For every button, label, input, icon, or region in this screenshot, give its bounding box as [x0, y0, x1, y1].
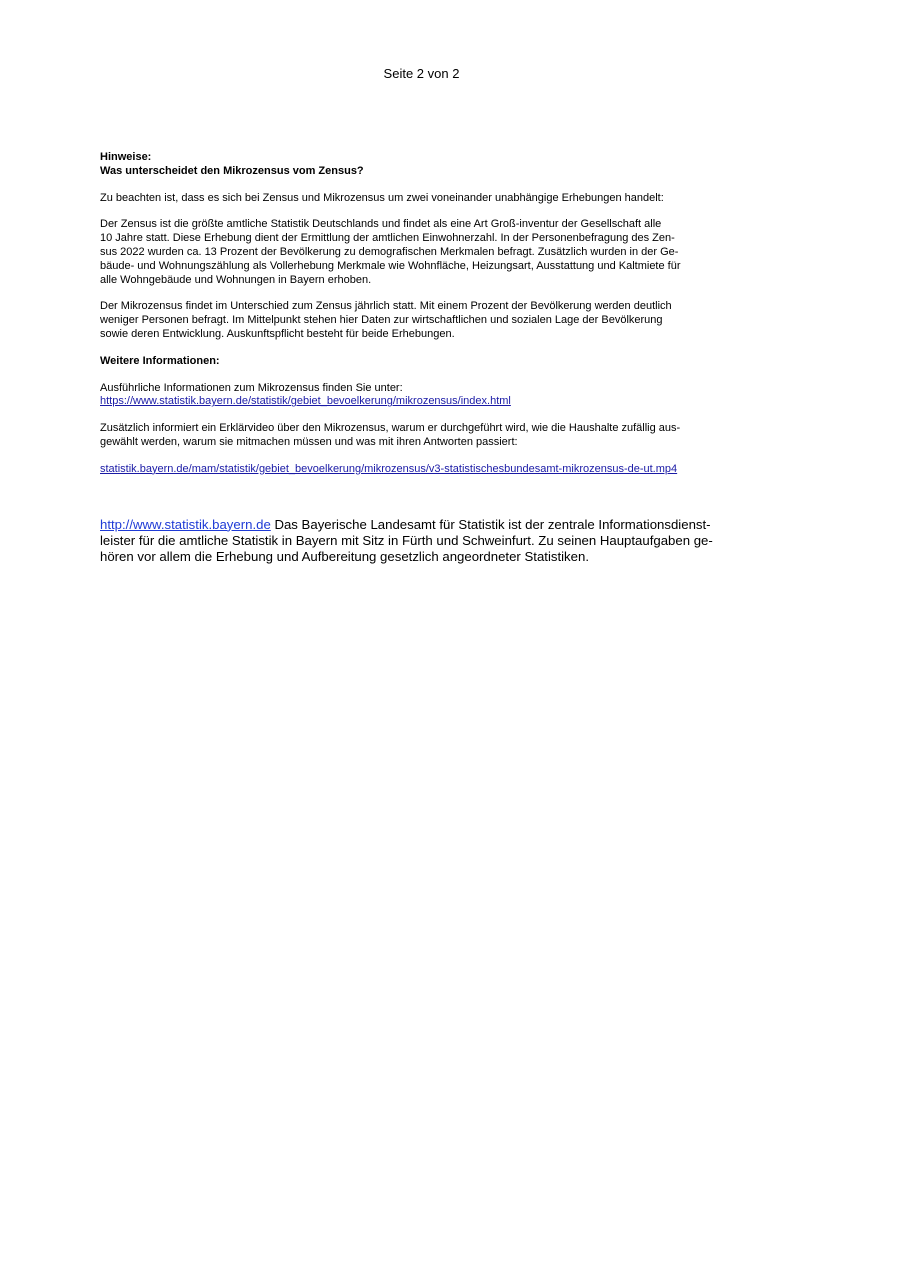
zensus-line: sus 2022 wurden ca. 13 Prozent der Bevölkerung zu demografischen Merkmalen befragt. Zusätzlich wurden in der Ge-: [100, 245, 679, 258]
video-line: gewählt werden, warum sie mitmachen müssen und was mit ihren Antworten passiert:: [100, 435, 518, 448]
notes-label: Hinweise:: [100, 151, 152, 163]
zensus-paragraph: [100, 218, 745, 287]
zensus-line: bäude- und Wohnungszählung als Vollerhebung Merkmale wie Wohnfläche, Heizungsart, Ausstattung und Kaltmiete für: [100, 259, 681, 272]
notes-question: Was unterscheidet den Mikrozensus vom Zensus?: [100, 164, 364, 177]
statistik-bayern-link[interactable]: http://www.statistik.bayern.de: [100, 516, 271, 532]
video-paragraph: [100, 422, 745, 450]
details-text: Ausführliche Informationen zum Mikrozensus finden Sie unter:: [100, 381, 403, 394]
footer-paragraph: [100, 517, 745, 565]
footer-line: hören vor allem die Erhebung und Aufbereitung gesetzlich angeordneter Statistiken.: [100, 548, 589, 564]
mikrozensus-paragraph: [100, 300, 745, 341]
video-line: Zusätzlich informiert ein Erklärvideo über den Mikrozensus, warum er durchgeführt wird, wie die Haushalte zufällig aus-: [100, 422, 681, 435]
zensus-line: alle Wohngebäude und Wohnungen in Bayern erhoben.: [100, 273, 372, 286]
zensus-line: Der Zensus ist die größte amtliche Statistik Deutschlands und findet als eine Art Groß-inventur der Gesellschaft alle: [100, 218, 662, 231]
zensus-line: 10 Jahre statt. Diese Erhebung dient der Ermittlung der amtlichen Einwohnerzahl. In der Personenbefragung des Zen-: [100, 232, 675, 245]
mikrozensus-line: weniger Personen befragt. Im Mittelpunkt stehen hier Daten zur wirtschaftlichen und sozialen Lage der Bevölkerung: [100, 314, 663, 327]
video-link[interactable]: statistik.bayern.de/mam/statistik/gebiet_bevoelkerung/mikrozensus/v3-statistischesbundesamt-mikrozensus-de-ut.mp4: [100, 462, 678, 475]
footer-line: leister für die amtliche Statistik in Bayern mit Sitz in Fürth und Schweinfurt. Zu seinen Hauptaufgaben ge-: [100, 532, 713, 548]
mikrozensus-info-link[interactable]: https://www.statistik.bayern.de/statistik/gebiet_bevoelkerung/mikrozensus/index.html: [100, 395, 511, 408]
mikrozensus-line: sowie deren Entwicklung. Auskunftspflicht besteht für beide Erhebungen.: [100, 327, 455, 340]
footer-line: Das Bayerische Landesamt für Statistik ist der zentrale Informationsdienst-: [270, 516, 711, 532]
page-number: Seite 2 von 2: [383, 66, 460, 81]
more-info-heading: Weitere Informationen:: [100, 354, 220, 367]
document-body: [100, 151, 745, 565]
mikrozensus-line: Der Mikrozensus findet im Unterschied zum Zensus jährlich statt. Mit einem Prozent der Bevölkerung werden deutlich: [100, 300, 672, 313]
notes-intro: Zu beachten ist, dass es sich bei Zensus und Mikrozensus um zwei voneinander unabhängige Erhebungen handelt:: [100, 191, 664, 204]
